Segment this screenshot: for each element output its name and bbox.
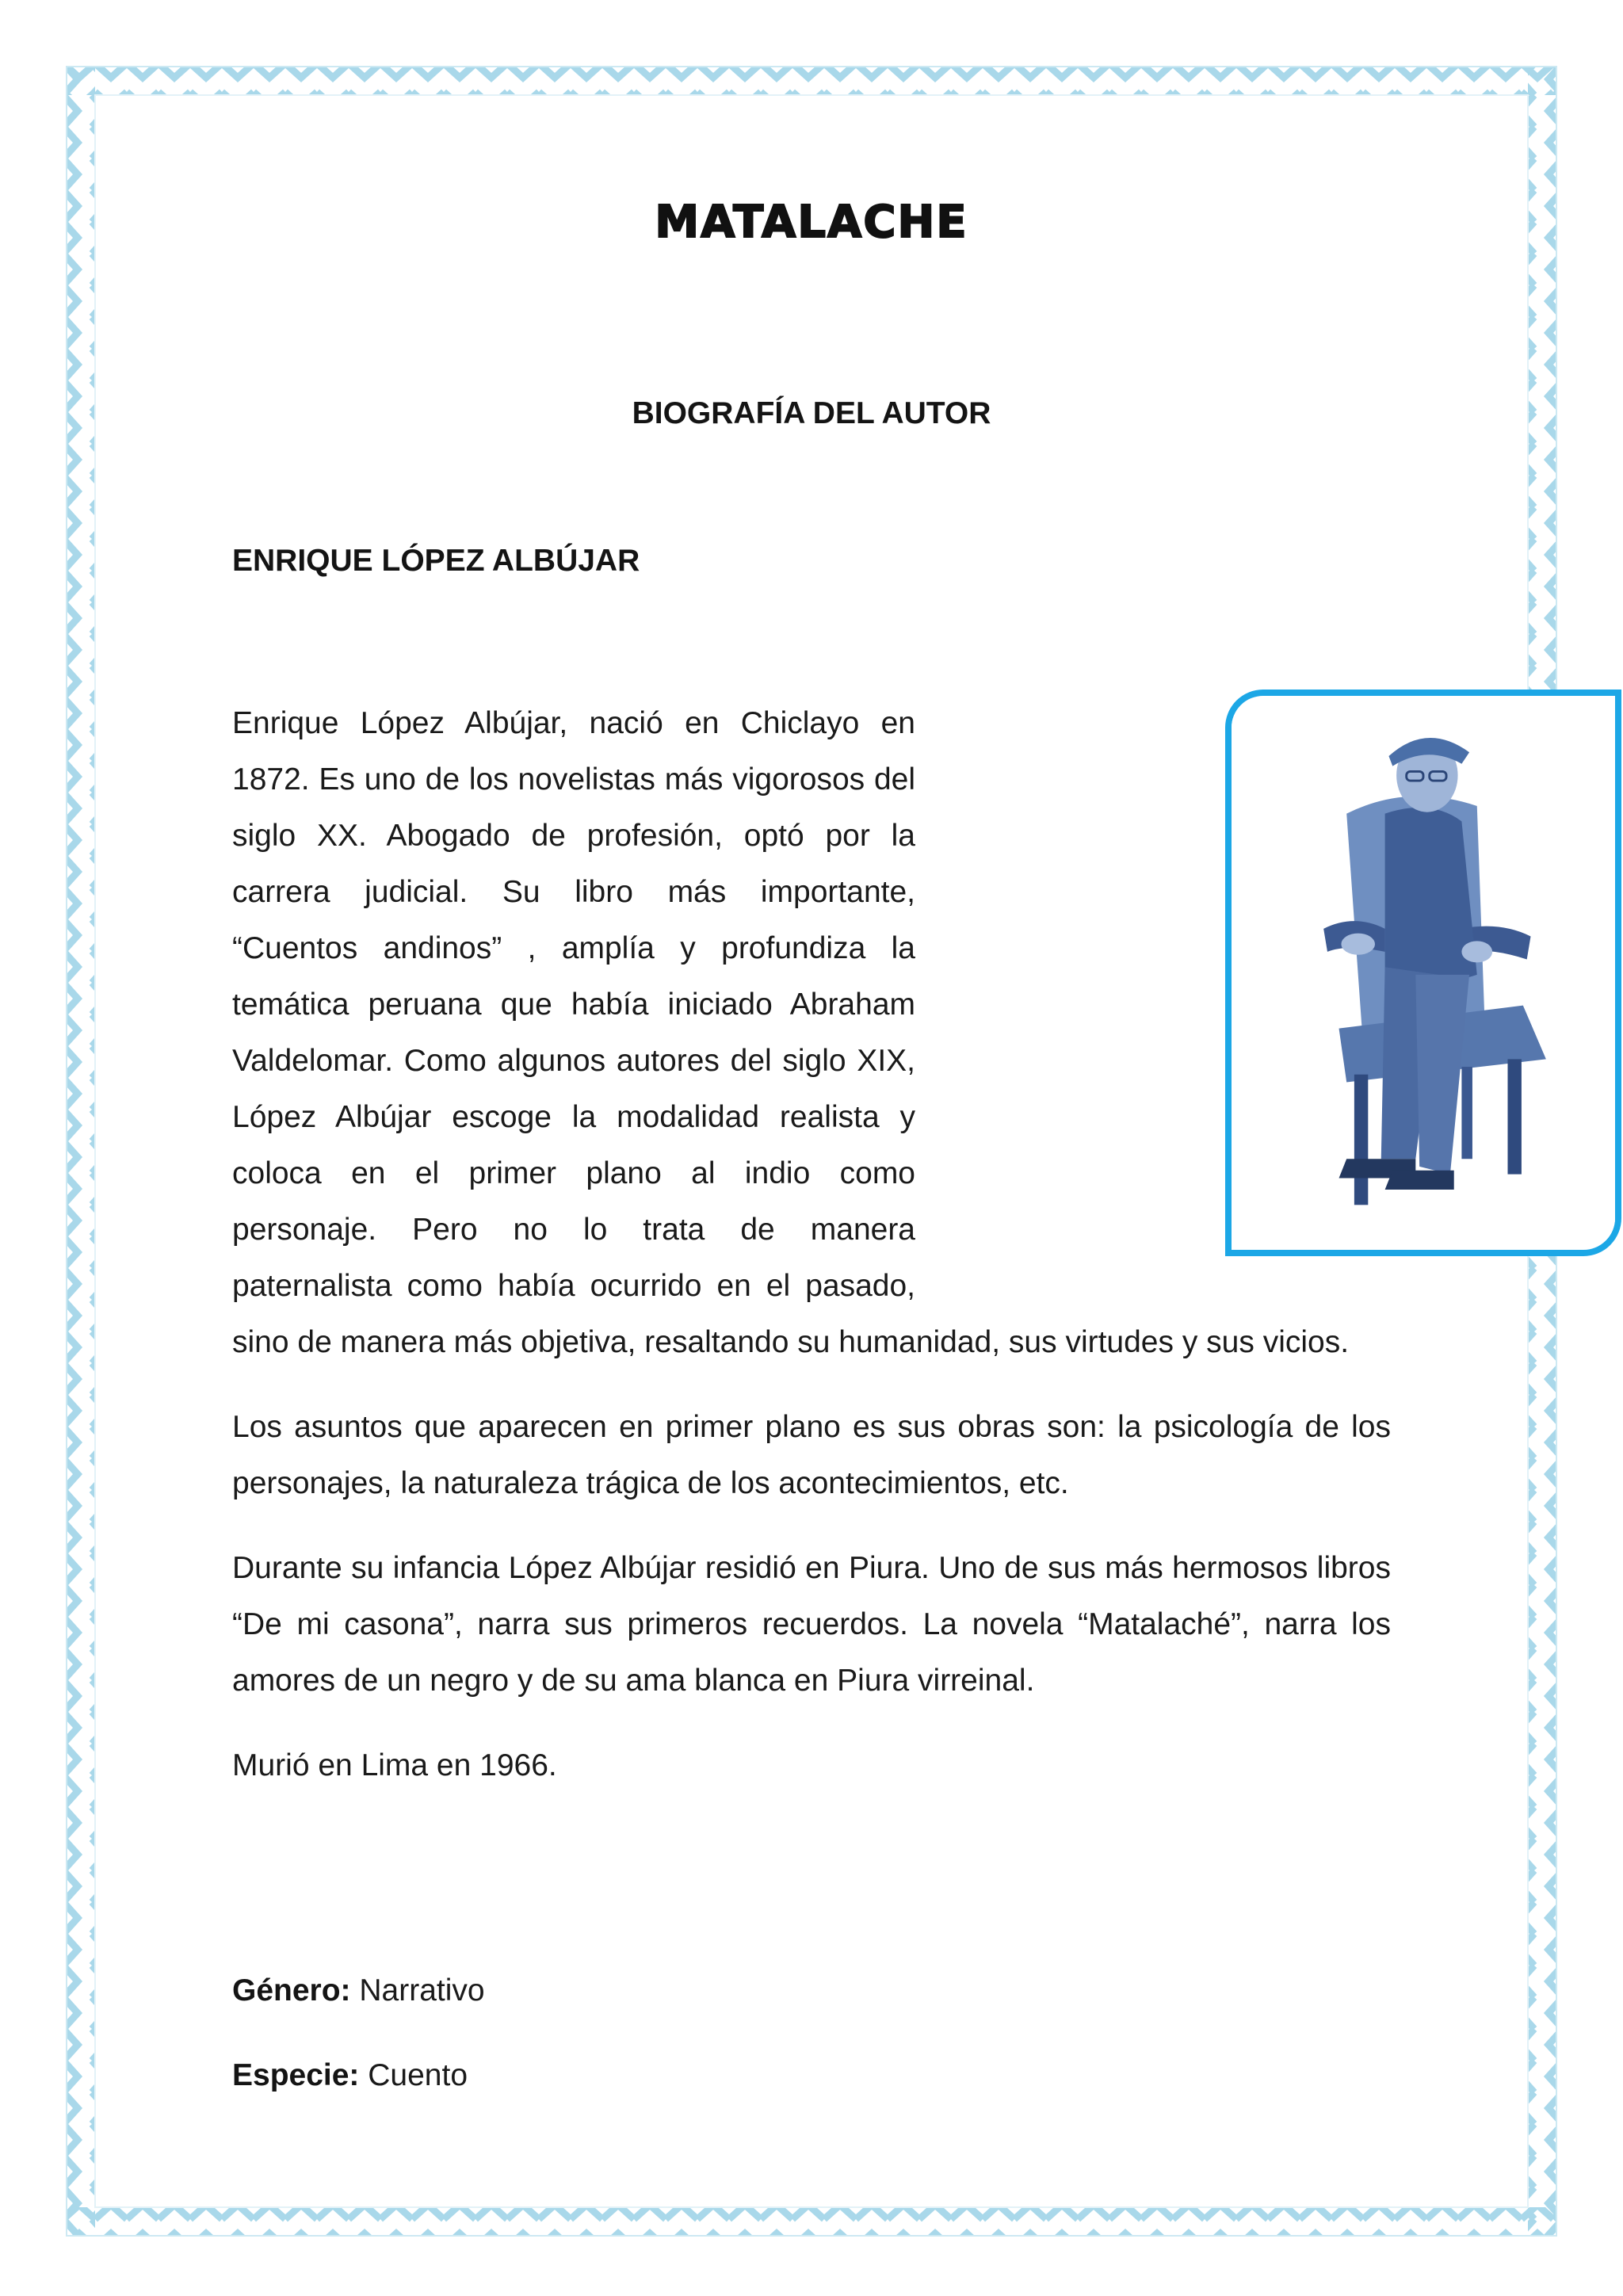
species-field xyxy=(232,2058,468,2093)
paragraph: Enrique López Albújar, nació en Chiclayo en 1872. Es uno de los novelistas más vigorosos del siglo XX. Abogado de profesión, optó por la carrera judicial. Su libro más importante, “Cuentos andinos” , amplía y profundiza la temática peruana que había iniciado Abraham Valdelomar. Como algunos autores del siglo XIX, López Albújar escoge la modalidad realista y coloca en el primer plano al indio como personaje. Pero no lo trata de manera paternalista como había ocurrido en el pasado, sino de manera más objetiva, resaltando su humanidad, sus virtudes y sus vicios. xyxy=(232,706,1350,1359)
genre-field xyxy=(232,1973,485,2008)
paragraph: Murió en Lima en 1966. xyxy=(232,1748,557,1782)
paragraph: Los asuntos que aparecen en primer plano es sus obras son: la psicología de los personajes, la naturaleza trágica de los acontecimientos, etc. xyxy=(232,1410,1391,1500)
species-value: Cuento xyxy=(368,2058,468,2092)
species-label: Especie: xyxy=(232,2058,360,2092)
biography-text xyxy=(232,695,1391,1822)
section-heading: BIOGRAFÍA DEL AUTOR xyxy=(632,396,991,430)
genre-label: Género: xyxy=(232,1973,351,2008)
paragraph: Durante su infancia López Albújar residió en Piura. Uno de sus más hermosos libros “De mi casona”, narra sus primeros recuerdos. La novela “Matalaché”, narra los amores de un negro y de su ama blanca en Piura virreinal. xyxy=(232,1551,1391,1698)
author-photo xyxy=(1225,690,1621,1256)
genre-value: Narrativo xyxy=(359,1973,485,2008)
author-heading: ENRIQUE LÓPEZ ALBÚJAR xyxy=(232,544,640,578)
author-portrait-icon xyxy=(1232,696,1615,1250)
document-title: MATALACHE xyxy=(655,197,968,248)
